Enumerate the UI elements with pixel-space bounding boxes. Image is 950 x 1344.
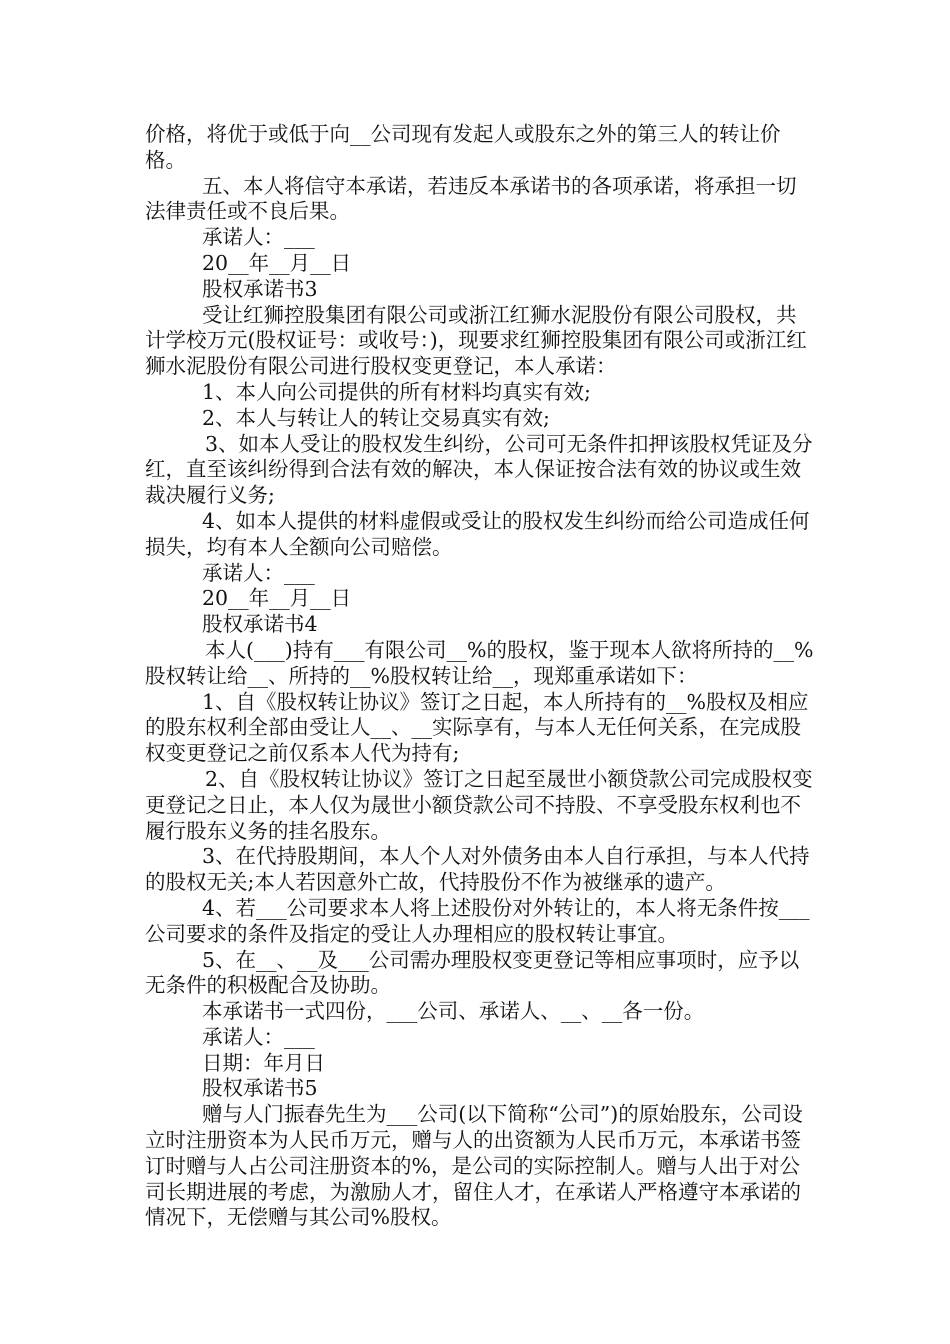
date-line: 日期：年月日: [202, 1050, 325, 1075]
paragraph-transfer-price: 价格，将优于或低于向__公司现有发起人或股东之外的第三人的转让价格。: [145, 122, 781, 172]
signatory-line: 承诺人：___: [202, 225, 315, 250]
document-page: [145, 122, 815, 1231]
copies-line: 本承诺书一式四份，___公司、承诺人、__、__各一份。: [202, 999, 705, 1024]
paragraph-item-5: 五、本人将信守本承诺，若违反本承诺书的各项承诺，将承担一切法律责任或不良后果。: [145, 173, 797, 224]
signatory-line: 承诺人：___: [202, 560, 315, 585]
paragraph-intro-4: 本人(___)持有___有限公司__%的股权，鉴于现本人欲将所持的__%股权转让给__、所持的__%股权转让给__，现郑重承诺如下：: [145, 637, 814, 688]
paragraph-intro-5: 赠与人门振春先生为___公司(以下简称“公司”)的原始股东，公司设立时注册资本为人民币万元，赠与人的出资额为人民币万元，本承诺书签订时赠与人占公司注册资本的%，是公司的实际控制人。赠与人出于对公司长期进展的考虑，为激励人才，留住人才，在承诺人严格遵守本承诺的情况下，无偿赠与其公司%股权。: [145, 1102, 803, 1230]
signatory-line: 承诺人：___: [202, 1024, 315, 1049]
paragraph-3-item-2: 2、本人与转让人的转让交易真实有效;: [202, 405, 550, 430]
section-heading-5: 股权承诺书5: [202, 1076, 318, 1101]
paragraph-intro-3: 受让红狮控股集团有限公司或浙江红狮水泥股份有限公司股权，共计学校万元(股权证号：或收号：)，现要求红狮控股集团有限公司或浙江红狮水泥股份有限公司进行股权变更登记，本人承诺：: [145, 302, 807, 379]
paragraph-4-item-3: 3、在代持股期间，本人个人对外债务由本人自行承担，与本人代持的股权无关;本人若因意外亡故，代持股份不作为被继承的遗产。: [145, 844, 810, 895]
paragraph-4-item-5: 5、在__、__及___公司需办理股权变更登记等相应事项时，应予以无条件的积极配合及协助。: [145, 947, 800, 998]
paragraph-3-item-3: 3、如本人受让的股权发生纠纷，公司可无条件扣押该股权凭证及分红，直至该纠纷得到合法有效的解决，本人保证按合法有效的协议或生效裁决履行义务;: [145, 431, 813, 508]
paragraph-3-item-4: 4、如本人提供的材料虚假或受让的股权发生纠纷而给公司造成任何损失，均有本人全额向公司赔偿。: [145, 508, 810, 559]
paragraph-3-item-1: 1、本人向公司提供的所有材料均真实有效;: [202, 379, 591, 404]
paragraph-4-item-1: 1、自《股权转让协议》签订之日起，本人所持有的__%股权及相应的股东权利全部由受让人__、__实际享有，与本人无任何关系，在完成股权变更登记之前仅系本人代为持有;: [145, 689, 809, 766]
paragraph-4-item-2: 2、自《股权转让协议》签订之日起至晟世小额贷款公司完成股权变更登记之日止，本人仅为晟世小额贷款公司不持股、不享受股东权利也不履行股东义务的挂名股东。: [145, 766, 813, 843]
section-heading-3: 股权承诺书3: [202, 276, 318, 301]
date-line: 20__年__月__日: [202, 586, 352, 611]
date-line: 20__年__月__日: [202, 250, 352, 275]
paragraph-4-item-4: 4、若___公司要求本人将上述股份对外转让的，本人将无条件按___公司要求的条件及指定的受让人办理相应的股权转让事宜。: [145, 895, 810, 946]
section-heading-4: 股权承诺书4: [202, 612, 318, 637]
